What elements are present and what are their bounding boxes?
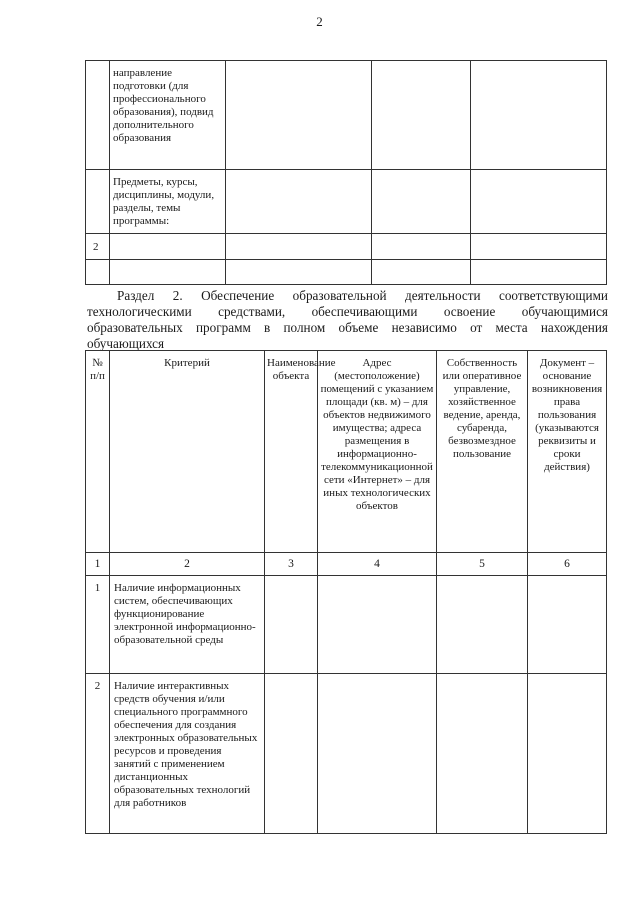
column-number: 5 (437, 553, 528, 576)
row-label-cell (110, 260, 226, 285)
row-number-cell (86, 260, 110, 285)
row-number-cell (86, 61, 110, 170)
column-number: 4 (318, 553, 437, 576)
table-row (86, 674, 607, 834)
column-number: 2 (110, 553, 265, 576)
criterion-cell: Наличие информационных систем, обеспечивающих функционирование электронной информационно-образовательной среды (110, 576, 265, 674)
column-number-row (86, 553, 607, 576)
table-program-info (85, 60, 607, 285)
row-number-cell: 2 (86, 234, 110, 260)
table-row (86, 61, 607, 170)
table-row (86, 170, 607, 234)
criterion-cell: Наличие интерактивных средств обучения и/или специального программного обеспечения для создания электронных образовательных ресурсов и проведения занятий с применением дистанционных образовательных технологий для работников (110, 674, 265, 834)
column-number: 6 (528, 553, 607, 576)
row-label-cell (110, 234, 226, 260)
column-number: 1 (86, 553, 110, 576)
header-cell: Критерий (110, 351, 265, 553)
page-number: 2 (316, 14, 323, 29)
row-number-cell: 1 (86, 576, 110, 674)
header-cell: Документ – основание возникновения права пользования (указываются реквизиты и сроки действия) (528, 351, 607, 553)
header-cell: Наименование объекта (265, 351, 318, 553)
row-number-cell: 2 (86, 674, 110, 834)
table-header-row (86, 351, 607, 553)
row-label-cell: направление подготовки (для профессионального образования), подвид дополнительного образования (110, 61, 226, 170)
header-cell: Адрес (местоположение) помещений с указанием площади (кв. м) – для объектов недвижимого имущества; адреса размещения в информационно-телекоммуникационной сети «Интернет» – для иных технологических объектов (318, 351, 437, 553)
table-row (86, 576, 607, 674)
table-technology-means (85, 350, 607, 834)
column-number: 3 (265, 553, 318, 576)
row-number-cell (86, 170, 110, 234)
table-row (86, 260, 607, 285)
header-cell: Собственность или оперативное управление, хозяйственное ведение, аренда, субаренда, безвозмездное пользование (437, 351, 528, 553)
table-row (86, 234, 607, 260)
section-heading: Раздел 2. Обеспечение образовательной деятельности соответствующими технологическими средствами, обеспечивающими освоение обучающимися образовательных программ в полном объеме независимо от места нахождения обучающихся (87, 288, 608, 351)
row-label-cell: Предметы, курсы, дисциплины, модули, разделы, темы программы: (110, 170, 226, 234)
header-cell: № п/п (86, 351, 110, 553)
